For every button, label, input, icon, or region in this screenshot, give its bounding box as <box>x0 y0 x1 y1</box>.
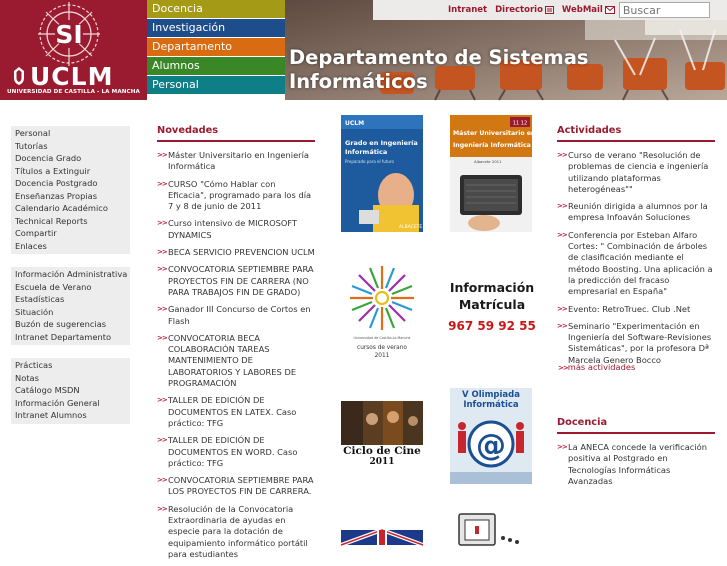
arrow-icon: >> <box>157 265 167 274</box>
uk-flag-image <box>341 530 423 545</box>
arrow-icon: >> <box>557 321 567 330</box>
arrow-icon: >> <box>157 396 167 405</box>
sidebar-group-alumnos <box>11 358 130 424</box>
cursos-verano-image <box>341 256 423 362</box>
arrow-icon: >> <box>157 436 167 445</box>
sidebar-group-main <box>11 126 130 254</box>
arrow-icon: >> <box>157 504 167 513</box>
page-title-line2: Informáticos <box>289 70 428 93</box>
arrow-icon: >> <box>157 219 167 228</box>
news-item[interactable]: >> CURSO "Cómo Hablar con Eficacia", programado para los día 7 y 8 de junio de 2011 <box>157 178 312 212</box>
ciclo-cine-image <box>341 401 423 467</box>
svg-text:11 12: 11 12 <box>512 120 528 127</box>
actividades-column <box>557 125 715 372</box>
sidebar-item-docencia-grado[interactable]: Docencia Grado <box>15 153 82 163</box>
uclm-text: UCLM <box>30 61 114 91</box>
promo-olimpiada-informatica[interactable] <box>450 388 532 484</box>
utility-bar <box>373 0 727 20</box>
arrow-icon: >> <box>557 202 567 211</box>
svg-text:UCLM: UCLM <box>345 120 365 127</box>
nav-alumnos[interactable]: Alumnos <box>147 57 285 75</box>
sidebar-item-situacion[interactable]: Situación <box>15 306 54 317</box>
docencia-item[interactable]: >> La ANECA concede la verificación positiva al Postgrado en Tecnologías Informáticas Avanzadas <box>557 442 707 486</box>
novedades-title: Novedades <box>157 125 315 142</box>
arrow-icon: >> <box>157 248 167 257</box>
sidebar-item-info-general[interactable]: Información General <box>15 397 100 408</box>
crest-icon <box>12 66 26 86</box>
arrow-icon: >> <box>157 333 167 342</box>
news-item[interactable]: >> Ganador III Concurso de Cortos en Flash <box>157 304 311 326</box>
arrow-icon: >> <box>557 230 567 239</box>
svg-text:Matrícula: Matrícula <box>458 297 526 312</box>
svg-text:Preparado para el futuro: Preparado para el futuro <box>345 159 394 164</box>
svg-text:2011: 2011 <box>374 353 390 359</box>
mail-icon <box>605 6 615 14</box>
computer-image <box>455 512 527 545</box>
directorio-link[interactable]: Directorio <box>495 5 554 15</box>
news-item[interactable]: >> Curso intensivo de MICROSOFT DYNAMICS <box>157 218 298 240</box>
sidebar-item-personal[interactable]: Personal <box>15 128 51 138</box>
activity-item[interactable]: >> Reunión dirigida a alumnos por la empresa Infoaván Soluciones <box>557 201 708 223</box>
news-item[interactable]: >> Resolución de la Convocatoria Extraordinaria de ayudas en especie para la dotación de equipamiento informático portátil para estudiantes <box>157 503 308 559</box>
sidebar-item-compartir[interactable]: Compartir <box>15 228 57 238</box>
sidebar-item-technical-reports[interactable]: Technical Reports <box>15 215 88 226</box>
activity-item[interactable]: >> Conferencia por Esteban Alfaro Cortes: " Combinación de árboles de clasificación mediante el método Boosting. Una aplicación a la predicción del fracaso empresarial en España" <box>557 229 713 297</box>
sidebar-item-ensenanzas-propias[interactable]: Enseñanzas Propias <box>15 190 98 201</box>
news-item[interactable]: >> Máster Universitario en Ingeniería Informática <box>157 150 309 172</box>
svg-text:Informática: Informática <box>345 148 388 156</box>
sidebar-item-tutorias[interactable]: Tutorías <box>15 140 48 151</box>
news-item[interactable]: >> CONVOCATORIA SEPTIEMBRE PARA LOS PROYECTOS FIN DE CARRERA. <box>157 475 314 497</box>
promo-english-flag[interactable] <box>341 530 423 545</box>
svg-text:cursos de verano: cursos de verano <box>357 345 407 351</box>
grado-brochure-image <box>341 115 423 232</box>
sidebar-item-escuela-verano[interactable]: Escuela de Verano <box>15 281 92 292</box>
arrow-icon: >> <box>157 476 167 485</box>
site-header <box>0 0 727 100</box>
nav-investigacion[interactable]: Investigación <box>147 19 285 37</box>
uclm-wordmark <box>12 63 113 89</box>
svg-text:Universidad de Castilla-La Man: Universidad de Castilla-La Mancha <box>353 336 411 340</box>
actividades-title: Actividades <box>557 125 715 142</box>
search-input[interactable] <box>619 2 710 18</box>
activity-item[interactable]: >> Evento: RetroTruec. Club .Net <box>557 303 691 314</box>
sidebar-item-intranet-departamento[interactable]: Intranet Departamento <box>15 331 112 342</box>
svg-text:Ciclo de Cine: Ciclo de Cine <box>343 445 421 457</box>
news-item[interactable]: >> CONVOCATORIA SEPTIEMBRE PARA PROYECTOS FIN DE CARRERA (NO PARA TRABAJOS FIN DE GRADO) <box>157 264 314 297</box>
promo-master-informatica[interactable] <box>450 115 536 232</box>
svg-text:Información: Información <box>449 280 535 295</box>
arrow-icon: >> <box>558 364 568 372</box>
arrow-icon: >> <box>557 304 567 313</box>
news-item[interactable]: >> TALLER DE EDICIÓN DE DOCUMENTOS EN LATEX. Caso práctico: TFG <box>157 395 297 428</box>
promo-informacion-matricula[interactable] <box>450 272 534 338</box>
nav-docencia[interactable]: Docencia <box>147 0 285 18</box>
news-item[interactable]: >> CONVOCATORIA BECA COLABORACIÓN TAREAS MANTENIMIENTO DE LABORATORIOS Y LABORES DE PROGRAMACIÓN <box>157 332 297 389</box>
intranet-link[interactable]: Intranet <box>448 5 488 15</box>
arrow-icon: >> <box>157 179 167 188</box>
directory-icon <box>545 6 554 14</box>
emblem-mark: SI <box>55 20 83 49</box>
matricula-image <box>450 272 534 338</box>
svg-text:@: @ <box>476 428 506 463</box>
nav-departamento[interactable]: Departamento <box>147 38 285 56</box>
more-activities-link[interactable]: >>más actividades <box>558 362 636 372</box>
arrow-icon: >> <box>557 151 567 159</box>
svg-text:ALBACETE: ALBACETE <box>399 225 423 230</box>
promo-ciclo-cine[interactable] <box>341 401 423 467</box>
arrow-icon: >> <box>557 443 567 451</box>
promo-computer[interactable] <box>455 512 527 545</box>
sidebar-item-enlaces[interactable]: Enlaces <box>15 240 47 251</box>
sidebar-item-buzon[interactable]: Buzón de sugerencias <box>15 319 107 329</box>
university-name: UNIVERSIDAD DE CASTILLA - LA MANCHA <box>7 89 140 95</box>
uclm-logo[interactable] <box>0 0 147 100</box>
svg-text:967 59 92 55: 967 59 92 55 <box>448 319 536 333</box>
sidebar-item-docencia-postgrado[interactable]: Docencia Postgrado <box>15 178 98 188</box>
main-navigation <box>147 0 285 100</box>
activity-item[interactable]: >> Seminario "Experimentación en Ingeniería del Software-Revisiones Sistemáticas", por la profesora Dª Marcela Genero Bocco <box>557 320 712 365</box>
si-emblem-icon <box>34 2 104 68</box>
news-item[interactable]: >> TALLER DE EDICIÓN DE DOCUMENTOS EN WORD. Caso práctico: TFG <box>157 435 298 468</box>
arrow-icon: >> <box>157 305 167 314</box>
sidebar-group-info <box>11 267 130 345</box>
sidebar-item-calendario[interactable]: Calendario Académico <box>15 203 108 213</box>
svg-text:Ingeniería Informática: Ingeniería Informática <box>453 142 531 149</box>
page-title-line1: Departamento de Sistemas <box>289 46 589 69</box>
master-brochure-image <box>450 115 536 232</box>
page-title <box>289 46 589 94</box>
sidebar-item-estadisticas[interactable]: Estadísticas <box>15 294 65 304</box>
promo-grado-informatica[interactable] <box>341 115 423 232</box>
novedades-column <box>157 125 315 566</box>
svg-text:Grado en Ingeniería: Grado en Ingeniería <box>345 139 418 147</box>
svg-text:2011: 2011 <box>369 457 395 467</box>
arrow-icon: >> <box>157 151 167 159</box>
svg-text:Informática: Informática <box>463 400 519 410</box>
svg-text:Albacete 2011: Albacete 2011 <box>474 159 502 164</box>
svg-text:Máster Universitario en: Máster Universitario en <box>453 130 536 137</box>
promo-cursos-verano[interactable] <box>341 256 423 362</box>
sidebar-item-msdn[interactable]: Catálogo MSDN <box>15 385 80 395</box>
news-item[interactable]: >> BECA SERVICIO PREVENCION UCLM <box>157 247 315 258</box>
olimpiada-image <box>450 388 532 484</box>
sidebar-item-practicas[interactable]: Prácticas <box>15 360 53 370</box>
docencia-column <box>557 417 715 493</box>
sidebar <box>11 126 130 437</box>
sidebar-item-notas[interactable]: Notas <box>15 372 39 383</box>
sidebar-item-info-administrativa[interactable]: Información Administrativa <box>15 269 128 279</box>
sidebar-item-intranet-alumnos[interactable]: Intranet Alumnos <box>15 410 87 420</box>
webmail-link[interactable]: WebMail <box>562 5 615 15</box>
activity-item[interactable]: >> Curso de verano "Resolución de problemas de ciencia e ingeniería utilizando plataformas heterogéneas"" <box>557 150 709 194</box>
svg-text:V Olimpiada: V Olimpiada <box>461 390 521 400</box>
docencia-title: Docencia <box>557 417 715 434</box>
header-banner <box>285 0 727 100</box>
sidebar-item-titulos-extinguir[interactable]: Títulos a Extinguir <box>15 165 91 176</box>
nav-personal[interactable]: Personal <box>147 76 285 94</box>
